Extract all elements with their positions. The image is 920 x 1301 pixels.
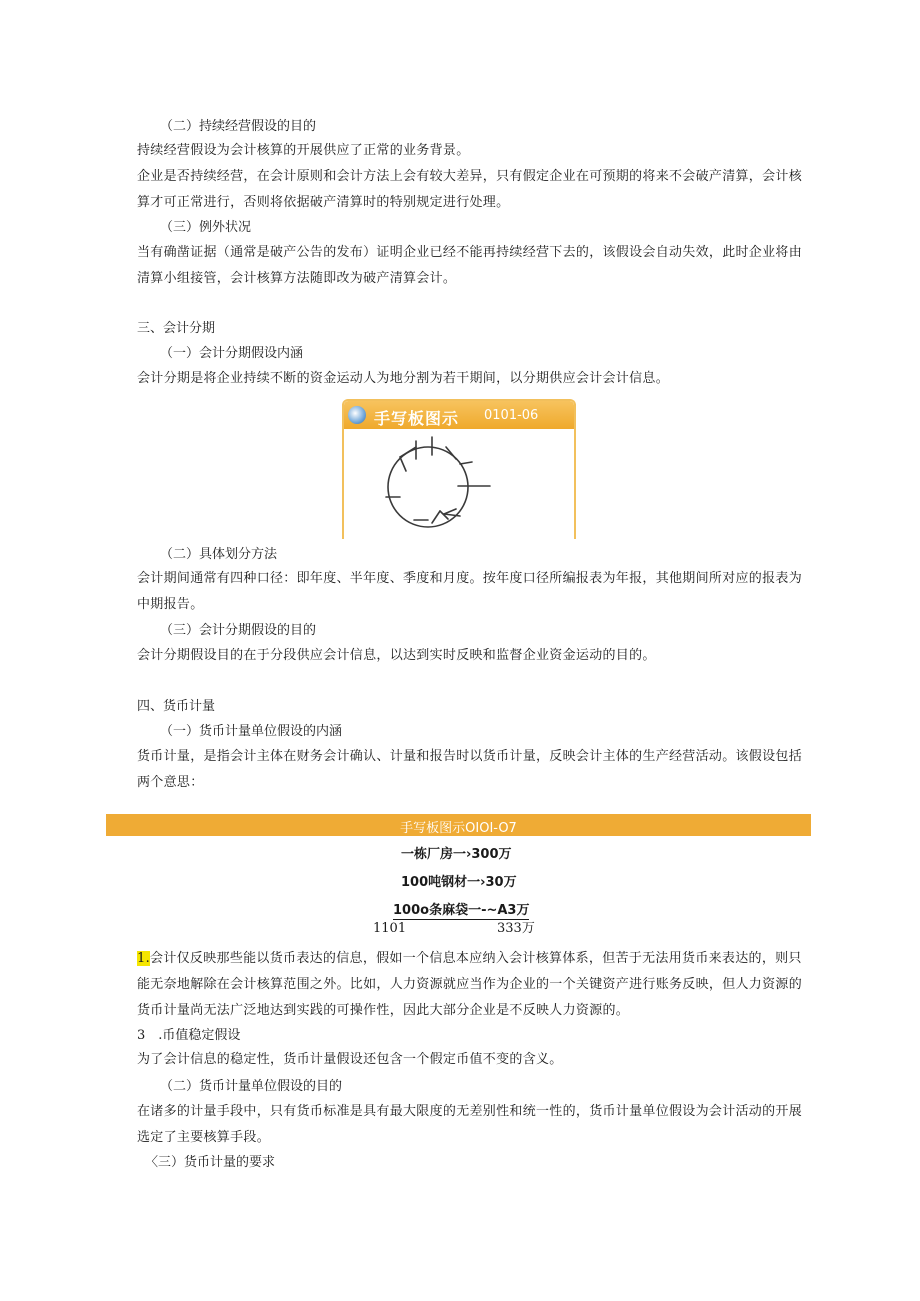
example-total-label: 1101 [373,921,407,936]
paragraph-going-concern-1: 持续经营假设为会计核算的开展供应了正常的业务背景。 [137,143,470,158]
example-line-sacks: 100o条麻袋一-~A3万 [393,899,529,920]
subheading-monetary-requirements: 〈三）货币计量的要求 [145,1155,276,1170]
tick-mark [460,462,472,464]
part-title-monetary-measurement: 四、货币计量 [137,699,216,714]
subheading-division-method: （二）具体划分方法 [160,547,278,562]
subheading-period-purpose: （三）会计分期假设的目的 [160,623,317,638]
board-title: 手写板图示 [374,409,460,428]
subheading-monetary-meaning: （一）货币计量单位假设的内涵 [160,724,343,739]
tick-mark [432,511,440,523]
board-number: 0101-06 [484,408,539,423]
example-total-value: 333万 [497,921,535,936]
handwriting-board-figure [342,399,576,539]
item-3-heading: 3 .币值稳定假设 [137,1028,241,1043]
paragraph-item-1 [137,946,813,1024]
item-number-highlight: 1. [137,951,151,966]
part-title-accounting-period: 三、会计分期 [137,321,216,336]
paragraph-item-3: 为了会计信息的稳定性，货币计量假设还包含一个假定币值不变的含义。 [137,1052,563,1067]
item-1-text: 会计仅反映那些能以货币表达的信息，假如一个信息本应纳入会计核算体系，但苦于无法用货币来表达的，则只能无奈地解除在会计核算范围之外。比如，人力资源就应当作为企业的一个关键资产进行账务反映，但人力资源的货币计量尚无法广泛地达到实践的可操作性，因此大部分企业是不反映人力资源的。 [137,951,803,1018]
tick-mark [446,447,456,459]
section-heading-purpose: （二）持续经营假设的目的 [160,119,317,134]
paragraph-exception: 当有确凿证据（通常是破产公告的发布）证明企业已经不能再持续经营下去的，该假设会自动失效，此时企业将由清算小组接管，会计核算方法随即改为破产清算会计。 [137,245,803,286]
subheading-period-meaning: （一）会计分期假设内涵 [160,346,304,361]
paragraph-monetary-purpose: 在诸多的计量手段中，只有货币标准是具有最大限度的无差别性和统一性的，货币计量单位假设为会计活动的开展选定了主要核算手段。 [137,1104,803,1145]
tick-mark [444,509,456,514]
board-title-bar [344,401,574,429]
handwriting-board-banner [106,814,811,836]
example-line-steel: 100吨钢材一›30万 [401,875,517,890]
board-logo-icon [348,406,366,424]
paragraph-going-concern-2: 企业是否持续经营，在会计原则和会计方法上会有较大差异，只有假定企业在可预期的将来不会破产清算，会计核算才可正常进行，否则将依据破产清算时的特别规定进行处理。 [137,169,803,210]
paragraph-period-meaning: 会计分期是将企业持续不断的资金运动人为地分割为若干期间，以分期供应会计会计信息。 [137,371,670,386]
tick-mark [400,457,406,471]
subheading-monetary-purpose: （二）货币计量单位假设的目的 [160,1079,343,1094]
period-circle-drawing [344,429,574,539]
example-line-factory: 一栋厂房一›300万 [401,847,512,862]
board-banner-title: 手写板图示OIOI-O7 [400,821,517,836]
paragraph-period-purpose: 会计分期假设目的在于分段供应会计信息，以达到实时反映和监督企业资金运动的目的。 [137,648,656,663]
paragraph-division-method: 会计期间通常有四种口径：即年度、半年度、季度和月度。按年度口径所编报表为年报，其他期间所对应的报表为中期报告。 [137,571,803,612]
tick-mark [400,447,416,457]
section-heading-exception: （三）例外状况 [160,220,252,235]
paragraph-monetary-meaning: 货币计量，是指会计主体在财务会计确认、计量和报告时以货币计量，反映会计主体的生产经营活动。该假设包括两个意思： [137,749,803,790]
